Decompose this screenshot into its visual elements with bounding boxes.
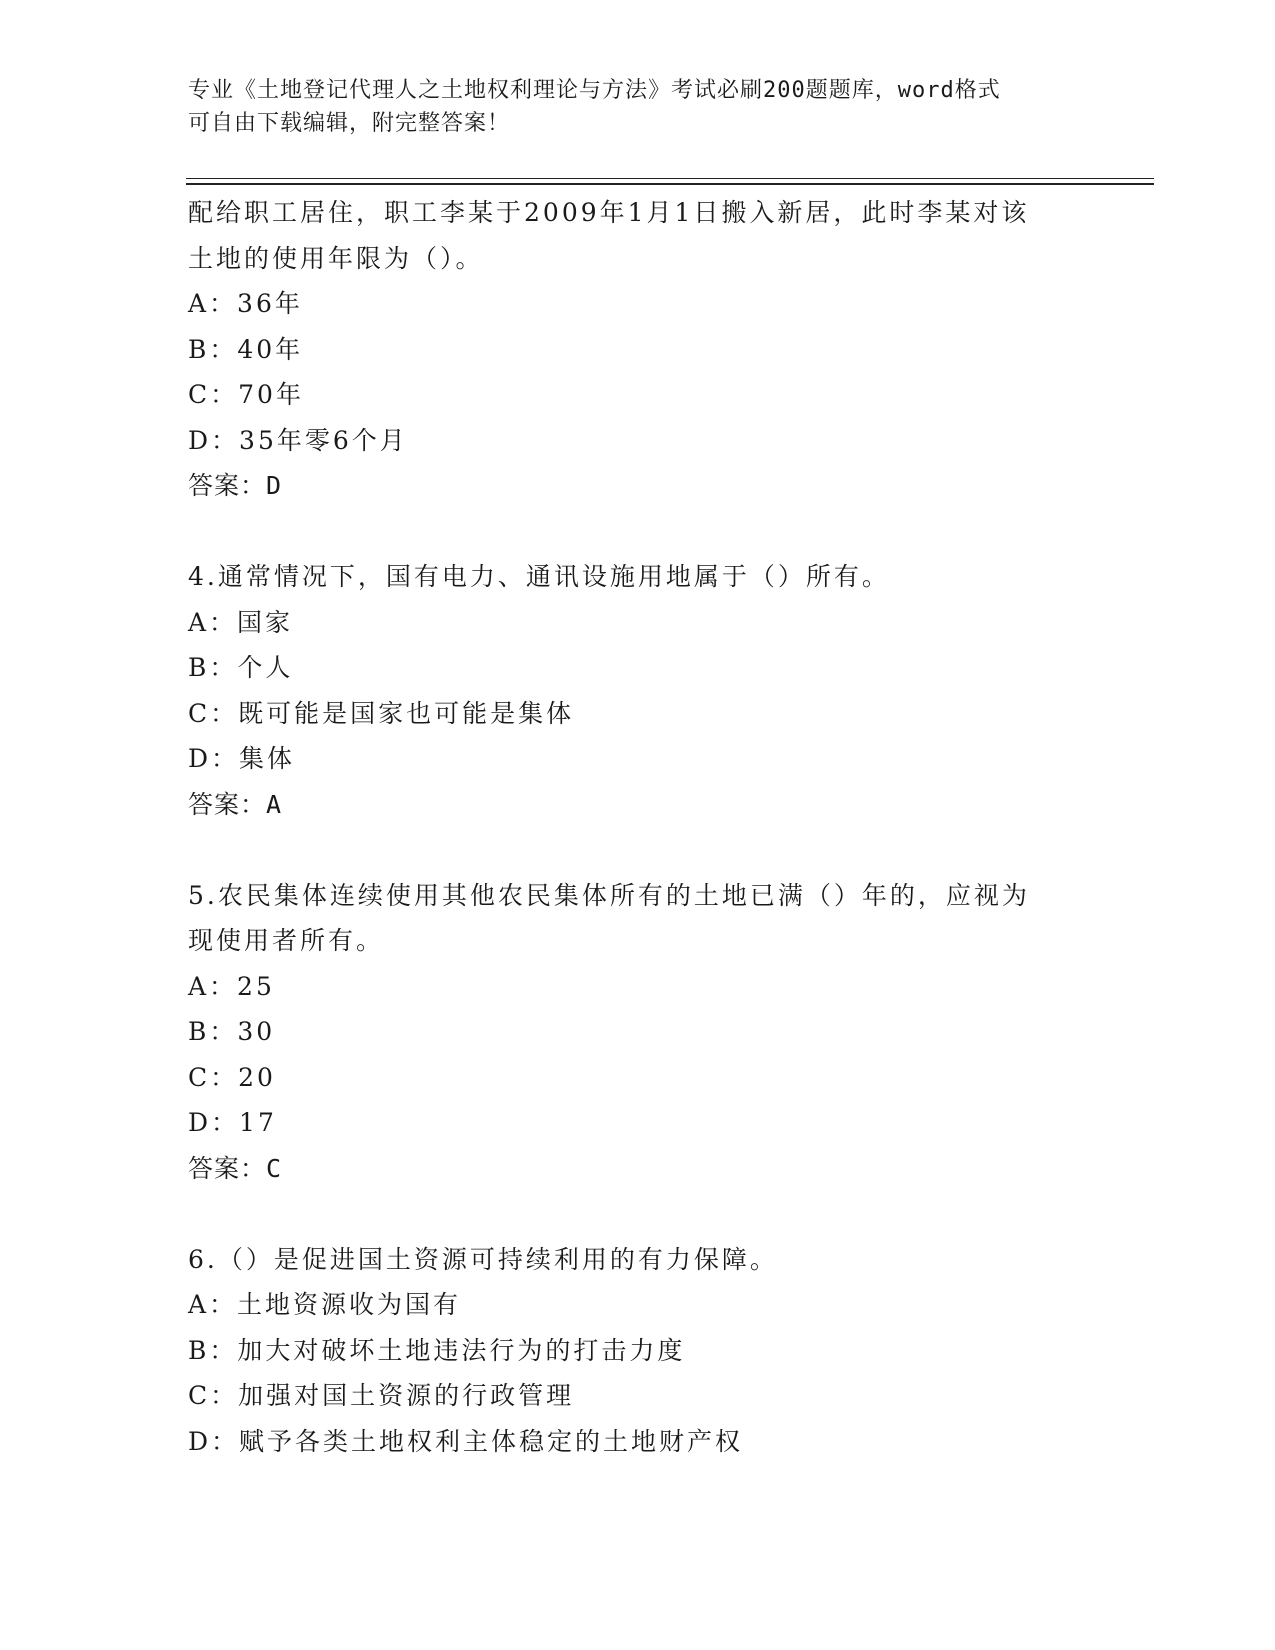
question-text: 土地的使用年限为（）。 <box>188 243 484 273</box>
option-d: D：35年零6个月 <box>188 425 408 455</box>
option-c: C：加强对国土资源的行政管理 <box>188 1381 575 1410</box>
question-6 <box>188 1237 1088 1465</box>
question-text: 4.通常情况下，国有电力、通讯设施用地属于（）所有。 <box>188 562 890 591</box>
option-b: B：40年 <box>188 334 304 364</box>
header-divider-thick <box>186 183 1154 185</box>
header-line-2: 可自由下载编辑，附完整答案！ <box>188 111 511 136</box>
question-text: 现使用者所有。 <box>188 926 385 955</box>
answer-label: 答案：D <box>188 471 283 500</box>
answer-label: 答案：A <box>188 789 283 819</box>
option-a: A：土地资源收为国有 <box>188 1290 462 1319</box>
option-c: C：70年 <box>188 380 304 409</box>
option-d: D：17 <box>188 1108 277 1137</box>
document-header <box>188 74 1088 140</box>
question-4 <box>188 554 1088 827</box>
header-line-1: 专业《土地登记代理人之土地权利理论与方法》考试必刷200题题库，word格式 <box>188 78 1001 103</box>
question-text: 配给职工居住，职工李某于2009年1月1日搬入新居，此时李某对该 <box>188 198 1030 227</box>
question-text: 6.（）是促进国土资源可持续利用的有力保障。 <box>188 1244 778 1274</box>
option-a: A：36年 <box>188 289 303 318</box>
option-a: A：国家 <box>188 607 294 637</box>
option-b: B：30 <box>188 1017 276 1046</box>
header-divider-thin <box>186 178 1154 179</box>
option-a: A：25 <box>188 971 275 1001</box>
question-list <box>188 190 1088 1464</box>
question-spacer <box>188 1191 1088 1237</box>
question-spacer <box>188 827 1088 873</box>
option-c: C：20 <box>188 1062 276 1092</box>
question-5 <box>188 873 1088 1192</box>
option-c: C：既可能是国家也可能是集体 <box>188 698 575 728</box>
answer-label: 答案：C <box>188 1153 283 1183</box>
option-d: D：赋予各类土地权利主体稳定的土地财产权 <box>188 1426 744 1456</box>
question-text: 5.农民集体连续使用其他农民集体所有的土地已满（）年的，应视为 <box>188 880 1030 910</box>
question-3 <box>188 190 1088 509</box>
option-b: B：加大对破坏土地违法行为的打击力度 <box>188 1335 686 1365</box>
option-b: B：个人 <box>188 653 294 682</box>
option-d: D：集体 <box>188 744 296 773</box>
question-spacer <box>188 509 1088 555</box>
